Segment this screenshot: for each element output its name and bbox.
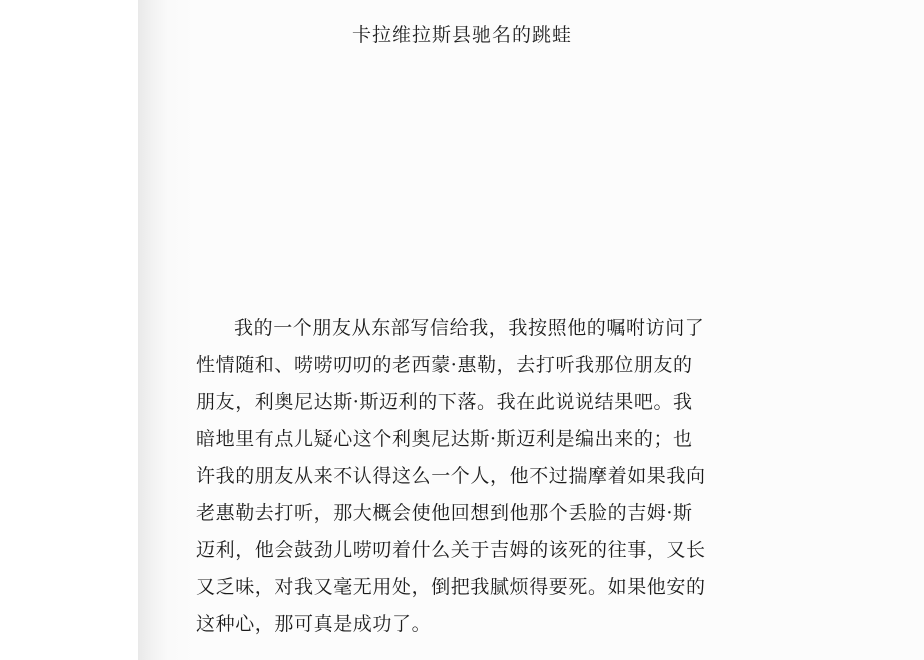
- text-line: 性情随和、唠唠叨叨的老西蒙·惠勒，去打听我那位朋友的: [196, 354, 693, 376]
- text-line: 暗地里有点儿疑心这个利奥尼达斯·斯迈利是编出来的；也: [196, 428, 693, 450]
- text-line: 许我的朋友从来不认得这么一个人，他不过揣摩着如果我向: [196, 465, 706, 487]
- text-line: 又乏味，对我又毫无用处，倒把我腻烦得要死。如果他安的: [196, 576, 706, 598]
- body-paragraph: [196, 310, 766, 643]
- text-line: 老惠勒去打听，那大概会使他回想到他那个丢脸的吉姆·斯: [196, 502, 693, 524]
- chapter-title: 卡拉维拉斯县驰名的跳蛙: [351, 24, 572, 46]
- text-line: 我的一个朋友从东部写信给我，我按照他的嘱咐访问了: [234, 317, 705, 339]
- text-line: 迈利，他会鼓劲儿唠叨着什么关于吉姆的该死的往事，又长: [196, 539, 706, 561]
- text-line: 朋友，利奥尼达斯·斯迈利的下落。我在此说说结果吧。我: [196, 391, 693, 413]
- text-line: 这种心，那可真是成功了。: [196, 613, 432, 635]
